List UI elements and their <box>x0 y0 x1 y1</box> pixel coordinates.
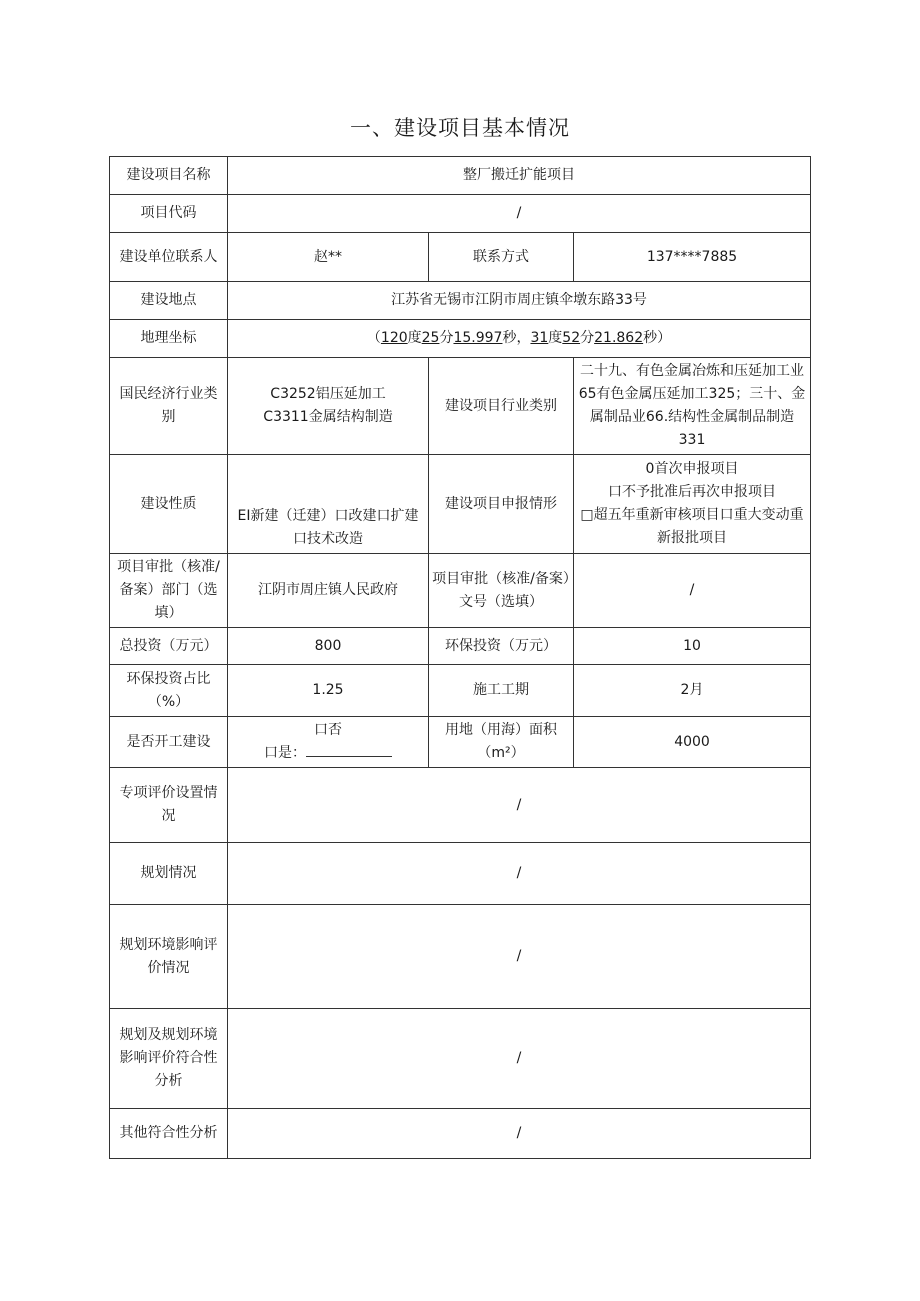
planning-conformity-value: / <box>228 1009 811 1109</box>
row-ratio <box>110 665 811 717</box>
lat-seconds: 21.862 <box>594 330 644 346</box>
env-ratio-label: 环保投资占比（%） <box>110 665 228 717</box>
coords-close: 秒） <box>643 330 672 346</box>
row-special-eval <box>110 768 811 843</box>
declaration-label: 建设项目申报情形 <box>429 455 574 554</box>
row-contact <box>110 233 811 282</box>
approval-no-label: 项目审批（核准/备案）文号（选填） <box>429 554 574 628</box>
total-investment-value: 800 <box>228 628 429 665</box>
industry-value <box>228 358 429 455</box>
deg-unit: 度 <box>407 330 422 346</box>
lat-minutes: 52 <box>562 330 581 346</box>
row-investment <box>110 628 811 665</box>
started-options <box>228 717 429 768</box>
declaration-opt-1: 0首次申报项目 <box>645 461 739 477</box>
env-investment-value: 10 <box>574 628 811 665</box>
contact-method-label: 联系方式 <box>429 233 574 282</box>
other-conformity-value: / <box>228 1109 811 1159</box>
industry-label: 国民经济行业类别 <box>110 358 228 455</box>
lon-minutes: 25 <box>421 330 440 346</box>
declaration-value <box>574 455 811 554</box>
other-conformity-label: 其他符合性分析 <box>110 1109 228 1159</box>
planning-label: 规划情况 <box>110 843 228 905</box>
special-eval-label: 专项评价设置情况 <box>110 768 228 843</box>
contact-method-value: 137****7885 <box>574 233 811 282</box>
coords-open: （ <box>366 330 381 346</box>
row-started <box>110 717 811 768</box>
project-name-value: 整厂搬迁扩能项目 <box>228 157 811 195</box>
row-approval <box>110 554 811 628</box>
row-other-conformity <box>110 1109 811 1159</box>
row-planning-env <box>110 905 811 1009</box>
started-label: 是否开工建设 <box>110 717 228 768</box>
declaration-opt-2: 口不予批准后再次申报项目 <box>608 484 777 500</box>
industry-code-1: C3252铝压延加工 <box>270 386 386 402</box>
land-area-label: 用地（用海）面积（m²） <box>429 717 574 768</box>
planning-conformity-label: 规划及规划环境影响评价符合性分析 <box>110 1009 228 1109</box>
contact-label: 建设单位联系人 <box>110 233 228 282</box>
project-name-label: 建设项目名称 <box>110 157 228 195</box>
row-location <box>110 282 811 320</box>
row-industry <box>110 358 811 455</box>
row-project-code <box>110 195 811 233</box>
project-industry-label: 建设项目行业类别 <box>429 358 574 455</box>
row-planning <box>110 843 811 905</box>
env-ratio-value: 1.25 <box>228 665 429 717</box>
declaration-opt-3: □超五年重新审核项目口重大变动重新报批项目 <box>580 507 804 546</box>
nature-value: EI新建（迁建）口改建口扩建口技术改造 <box>228 455 429 554</box>
planning-env-value: / <box>228 905 811 1009</box>
coords-value <box>228 320 811 358</box>
lat-degrees: 31 <box>530 330 549 346</box>
special-eval-value: / <box>228 768 811 843</box>
row-planning-conformity <box>110 1009 811 1109</box>
planning-value: / <box>228 843 811 905</box>
env-investment-label: 环保投资（万元） <box>429 628 574 665</box>
project-code-label: 项目代码 <box>110 195 228 233</box>
sec-sep: 秒， <box>502 330 531 346</box>
lon-degrees: 120 <box>380 330 408 346</box>
min-unit: 分 <box>580 330 595 346</box>
planning-env-label: 规划环境影响评价情况 <box>110 905 228 1009</box>
approval-no-value: / <box>574 554 811 628</box>
construction-period-value: 2月 <box>574 665 811 717</box>
location-label: 建设地点 <box>110 282 228 320</box>
deg-unit: 度 <box>548 330 563 346</box>
approval-dept-label: 项目审批（核准/备案）部门（选填） <box>110 554 228 628</box>
construction-period-label: 施工工期 <box>429 665 574 717</box>
coords-label: 地理坐标 <box>110 320 228 358</box>
lon-seconds: 15.997 <box>453 330 503 346</box>
contact-value: 赵** <box>228 233 429 282</box>
started-yes-option: 口是： <box>264 745 306 761</box>
row-coords <box>110 320 811 358</box>
started-date-blank <box>306 742 392 757</box>
min-unit: 分 <box>439 330 454 346</box>
land-area-value: 4000 <box>574 717 811 768</box>
project-industry-value: 二十九、有色金属冶炼和压延加工业65有色金属压延加工325；三十、金属制品业66.结构性金属制品制造331 <box>574 358 811 455</box>
page-title: 一、建设项目基本情况 <box>350 116 570 140</box>
approval-dept-value: 江阴市周庄镇人民政府 <box>228 554 429 628</box>
project-code-value: / <box>228 195 811 233</box>
row-project-name <box>110 157 811 195</box>
row-nature <box>110 455 811 554</box>
started-no-option: 口否 <box>314 722 342 738</box>
total-investment-label: 总投资（万元） <box>110 628 228 665</box>
nature-label: 建设性质 <box>110 455 228 554</box>
location-value: 江苏省无锡市江阴市周庄镇伞墩东路33号 <box>228 282 811 320</box>
project-info-table <box>109 156 811 1159</box>
industry-code-2: C3311金属结构制造 <box>263 409 393 425</box>
